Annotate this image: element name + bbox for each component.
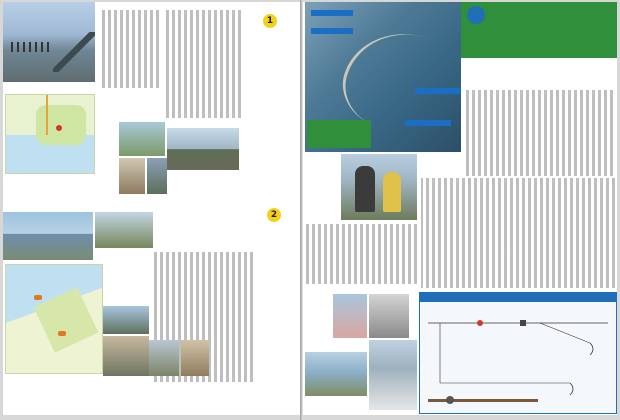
title-block: [461, 2, 617, 58]
rig-hook-2: [590, 343, 593, 355]
boy-photo: [147, 158, 167, 194]
map-pin: [56, 125, 62, 131]
map-road-line: [46, 95, 48, 135]
father-son-photo: [341, 154, 417, 220]
person-shape-1: [355, 166, 375, 212]
tips-box: [419, 292, 617, 414]
left-page: [3, 2, 300, 415]
section1-park-name: [279, 32, 289, 82]
section2-park-name: [283, 224, 293, 274]
map-callout: [307, 120, 371, 148]
section1-sub: [244, 32, 254, 92]
photo-row-caption: [171, 174, 241, 194]
series-badge: [467, 6, 485, 24]
rig-sinker: [520, 320, 526, 326]
top-caption: [5, 82, 93, 92]
section1-heading-b: [255, 32, 265, 112]
pier-photo: [3, 2, 95, 82]
child-photo: [181, 340, 209, 376]
section1-number-badge: [263, 14, 277, 28]
man-with-fish-photo: [103, 336, 149, 376]
girl-photo: [333, 294, 367, 338]
section1-heading-a: [267, 32, 277, 112]
river-photo: [305, 352, 367, 396]
rig-reel: [446, 396, 454, 404]
map2-pin-b: [58, 331, 66, 336]
section2-number-badge: [267, 208, 281, 222]
rig-float: [477, 320, 483, 326]
map1-info: [7, 174, 93, 200]
tips-box-title-bar: [420, 293, 617, 302]
rig-line-c: [540, 323, 590, 343]
section2-heading-a: [269, 224, 281, 314]
section3-heading: [597, 90, 611, 180]
map-kasai: [5, 94, 95, 174]
intro-text-left: [99, 10, 159, 88]
map-tag-1: [311, 10, 353, 16]
rocky-shore-photo: [167, 128, 239, 170]
rig-diagram: [420, 303, 616, 413]
right-body-top: [463, 90, 613, 176]
anglers-photo: [95, 212, 153, 248]
section2-number: 2: [270, 210, 278, 220]
map-tag-2: [311, 28, 353, 34]
map2-pin-a: [34, 295, 42, 300]
pier-crowd-photo: [103, 306, 149, 334]
section1-body: [163, 10, 241, 118]
left-body-mid: [305, 224, 417, 284]
kids-fishing-photo: [119, 122, 165, 156]
family-photo: [149, 340, 179, 376]
section2-heading-b: [256, 224, 268, 314]
map-tag-3: [415, 88, 461, 94]
map2-info: [7, 374, 103, 400]
map-higashi-ogijima: [5, 264, 103, 374]
section1-number: 1: [266, 16, 274, 26]
right-body-mid: [421, 178, 615, 288]
map-tag-4: [405, 120, 451, 126]
people-shape: [11, 42, 51, 52]
railing-shape: [53, 32, 95, 72]
right-page: [303, 2, 617, 415]
boy-catch-photo: [369, 340, 417, 410]
intro-text: [463, 60, 613, 86]
fish-in-hand-photo: [369, 294, 409, 338]
rig-hook-1: [570, 383, 573, 395]
rig-rod: [428, 399, 538, 402]
child-with-rod-photo: [119, 158, 145, 194]
person-shape-2: [383, 172, 401, 212]
bay-panorama-photo: [3, 212, 93, 260]
